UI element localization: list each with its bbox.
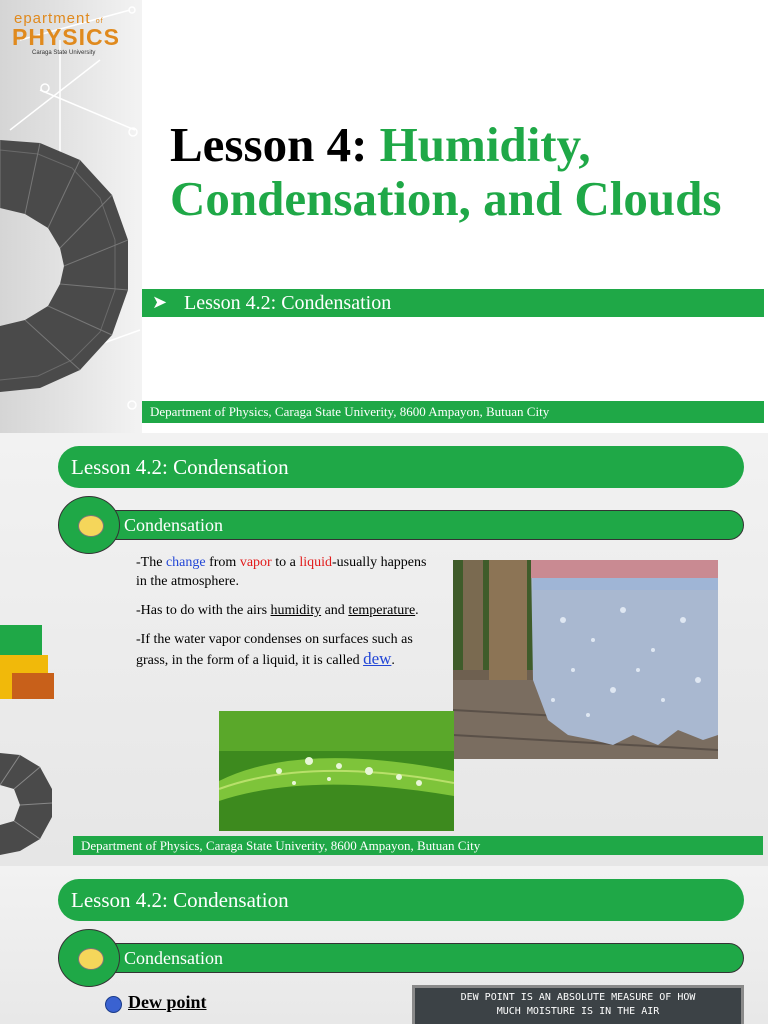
- title-prefix: Lesson 4:: [170, 117, 368, 172]
- bottle-condensation-photo: [453, 560, 718, 759]
- bullet-circle-icon: [58, 496, 120, 554]
- paragraph-1: -The change from vapor to a liquid-usually happens in the atmosphere.: [136, 555, 427, 589]
- arrow-bullet-icon: ➤: [152, 292, 168, 312]
- body-text: [136, 553, 436, 680]
- chalkboard-image: DEW POINT IS AN ABSOLUTE MEASURE OF HOW MUCH MOISTURE IS IN THE AIR: [412, 985, 744, 1024]
- footer-bar: Department of Physics, Caraga State Univerity, 8600 Ampayon, Butuan City: [142, 401, 764, 423]
- bullet-circle-icon: [58, 929, 120, 987]
- department-logo: epartment of PHYSICS Caraga State University: [12, 10, 120, 56]
- section-bar: Condensation: [95, 510, 744, 540]
- content-slide: [0, 433, 768, 866]
- title-slide: [0, 0, 768, 433]
- bullet-dot-icon: [105, 996, 122, 1013]
- footer-bar: Department of Physics, Caraga State Univerity, 8600 Ampayon, Butuan City: [73, 836, 763, 855]
- paragraph-2: -Has to do with the airs humidity and temperature.: [136, 603, 419, 618]
- content-slide: [0, 866, 768, 1024]
- dew-on-leaf-photo: [219, 711, 454, 831]
- paragraph-3: -If the water vapor condenses on surfaces such as grass, in the form of a liquid, it is called dew.: [136, 632, 413, 668]
- decorative-sidebar: [0, 0, 142, 433]
- dew-link[interactable]: dew: [363, 649, 392, 668]
- section-bar: Condensation: [95, 943, 744, 973]
- gear-ring-graphic: [0, 745, 56, 865]
- dew-point-heading: Dew point: [128, 992, 207, 1012]
- slide-header: Lesson 4.2: Condensation: [58, 446, 744, 488]
- subtitle-bar: [142, 289, 764, 317]
- subtitle-text: Lesson 4.2: Condensation: [184, 292, 392, 314]
- slide-title: [170, 118, 750, 226]
- slide-header: Lesson 4.2: Condensation: [58, 879, 744, 921]
- title-topic: Humidity, Condensation, and Clouds: [170, 117, 722, 226]
- gear-ring-graphic: [0, 0, 142, 433]
